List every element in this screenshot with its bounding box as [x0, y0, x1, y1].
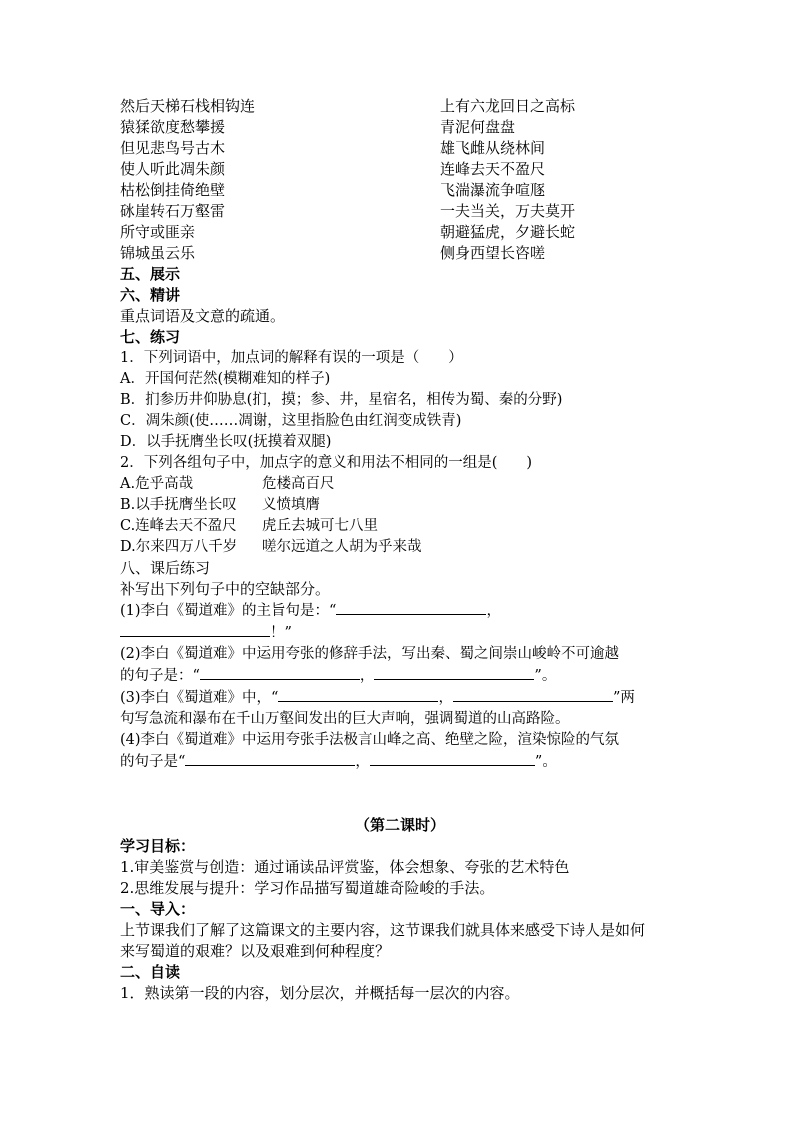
poem-pair — [120, 138, 680, 159]
fill-4-line-1: (4)李白《蜀道难》中运用夸张手法极言山峰之高、绝壁之险，渲染惊险的气氛 — [120, 732, 620, 748]
section-heading-lecture: 六、精讲 — [120, 286, 181, 304]
homework-instruction: 补写出下列句子中的空缺部分。 — [120, 580, 331, 598]
option-sentence-a: D.尔来四万八千岁 — [120, 539, 238, 555]
poem-left: 砯崖转石万壑雷 — [120, 202, 226, 220]
fill-2-comma: ， — [359, 668, 375, 684]
answer-blank[interactable] — [278, 687, 438, 702]
intro-text-2: 来写蜀道的艰难？以及艰难到何种程度？ — [120, 942, 391, 960]
poem-right: 雄飞雌从绕林间 — [440, 139, 546, 157]
fill-4-comma: ， — [355, 754, 370, 770]
fill-4-end: ”。 — [534, 754, 557, 770]
option-sentence-b: 虎丘去城可七八里 — [262, 518, 378, 534]
poem-right: 飞湍瀑流争喧豗 — [440, 181, 546, 199]
fill-1-line-2 — [120, 622, 680, 644]
poem-right: 连峰去天不盈尺 — [440, 160, 546, 178]
poem-left: 锦城虽云乐 — [120, 244, 196, 262]
poem-left: 猿猱欲度愁攀援 — [120, 118, 226, 136]
question-2-option — [120, 495, 680, 516]
fill-3-end: ”两 — [612, 690, 635, 706]
poem-right: 朝避猛虎，夕避长蛇 — [440, 223, 576, 241]
lecture-text: 重点词语及文意的疏通。 — [120, 307, 286, 325]
self-reading-task: 1．熟读第一段的内容，划分层次，并概括每一层次的内容。 — [120, 984, 520, 1002]
question-2-option — [120, 537, 680, 558]
answer-blank[interactable] — [200, 665, 360, 680]
fill-1-line-1 — [120, 600, 680, 622]
section-heading-homework: 八、课后练习 — [120, 559, 211, 577]
poem-line-pairs — [120, 96, 680, 264]
poem-left: 但见悲鸟号古木 — [120, 139, 226, 157]
intro-text-1: 上节课我们了解了这篇课文的主要内容，这节课我们就具体来感受下诗人是如何 — [120, 921, 646, 939]
option-sentence-b: 义愤填膺 — [262, 497, 320, 513]
fill-3-line-1 — [120, 687, 680, 709]
option-sentence-a: B.以手抚膺坐长叹 — [120, 497, 237, 513]
document-page — [120, 96, 680, 1004]
fill-1-text: (1)李白《蜀道难》的主旨句是：“ — [120, 603, 337, 619]
poem-pair — [120, 180, 680, 201]
poem-right: 一夫当关，万夫莫开 — [440, 202, 576, 220]
poem-left: 使人听此凋朱颜 — [120, 160, 226, 178]
learning-goal-2: 2.思维发展与提升：学习作品描写蜀道雄奇险峻的手法。 — [120, 879, 495, 897]
answer-blank[interactable] — [374, 665, 534, 680]
question-1-option-a: A．开国何茫然(模糊难知的样子) — [120, 371, 331, 387]
section-heading-display: 五、展示 — [120, 265, 181, 283]
learning-goal-1: 1.审美鉴赏与创造：通过诵读品评赏鉴，体会想象、夸张的艺术特色 — [120, 858, 570, 876]
poem-pair — [120, 159, 680, 180]
poem-left: 所守或匪亲 — [120, 223, 196, 241]
answer-blank[interactable] — [453, 687, 613, 702]
option-sentence-b: 嗟尔远道之人胡为乎来哉 — [262, 539, 422, 555]
question-2-option — [120, 474, 680, 495]
question-1-option-b: B．扪参历井仰胁息(扪，摸；参、井，星宿名，相传为蜀、秦的分野) — [120, 392, 563, 408]
fill-4-text: 的句子是“ — [120, 754, 186, 770]
option-sentence-b: 危楼高百尺 — [262, 476, 335, 492]
section-heading-practice: 七、练习 — [120, 328, 181, 346]
poem-pair — [120, 201, 680, 222]
poem-pair — [120, 117, 680, 138]
poem-left: 枯松倒挂倚绝壁 — [120, 181, 226, 199]
fill-1-comma: ， — [486, 603, 501, 619]
fill-4-line-2 — [120, 751, 680, 773]
poem-pair — [120, 243, 680, 264]
fill-2-line-2 — [120, 665, 680, 687]
learning-goals-heading: 学习目标： — [120, 837, 196, 855]
poem-right: 青泥何盘盘 — [440, 118, 516, 136]
poem-right: 上有六龙回日之高标 — [440, 97, 576, 115]
question-1: 1．下列词语中，加点词的解释有误的一项是（ ） — [120, 350, 463, 366]
poem-pair — [120, 96, 680, 117]
fill-2-line-1: (2)李白《蜀道难》中运用夸张的修辞手法，写出秦、蜀之间崇山峻岭不可逾越 — [120, 646, 620, 662]
fill-1-end: ！” — [270, 625, 292, 641]
question-2: 2．下列各组句子中，加点字的意义和用法不相同的一组是( ) — [120, 455, 533, 471]
poem-left: 然后天梯石栈相钩连 — [120, 97, 256, 115]
fill-3-comma: ， — [438, 690, 453, 706]
answer-blank[interactable] — [370, 751, 535, 766]
fill-3-line-2: 句写急流和瀑布在千山万壑间发出的巨大声响，强调蜀道的山高路险。 — [120, 711, 570, 727]
poem-right: 侧身西望长咨嗟 — [440, 244, 546, 262]
answer-blank[interactable] — [185, 751, 355, 766]
question-1-option-c: C．凋朱颜(使……凋谢，这里指脸色由红润变成铁青) — [120, 413, 462, 429]
lesson-2-title: （第二课时） — [354, 816, 445, 834]
fill-3-text: (3)李白《蜀道难》中，“ — [120, 690, 279, 706]
fill-2-text: 的句子是：“ — [120, 668, 200, 684]
option-sentence-a: C.连峰去天不盈尺 — [120, 518, 237, 534]
fill-2-end: ”。 — [534, 668, 557, 684]
question-2-option — [120, 516, 680, 537]
section-heading-self-reading: 二、自读 — [120, 963, 181, 981]
spacer — [120, 773, 680, 815]
question-1-option-d: D．以手抚膺坐长叹(抚摸着双腿) — [120, 434, 332, 450]
section-heading-intro: 一、导入： — [120, 900, 196, 918]
answer-blank[interactable] — [120, 622, 270, 637]
answer-blank[interactable] — [336, 600, 486, 615]
option-sentence-a: A.危乎高哉 — [120, 476, 194, 492]
poem-pair — [120, 222, 680, 243]
